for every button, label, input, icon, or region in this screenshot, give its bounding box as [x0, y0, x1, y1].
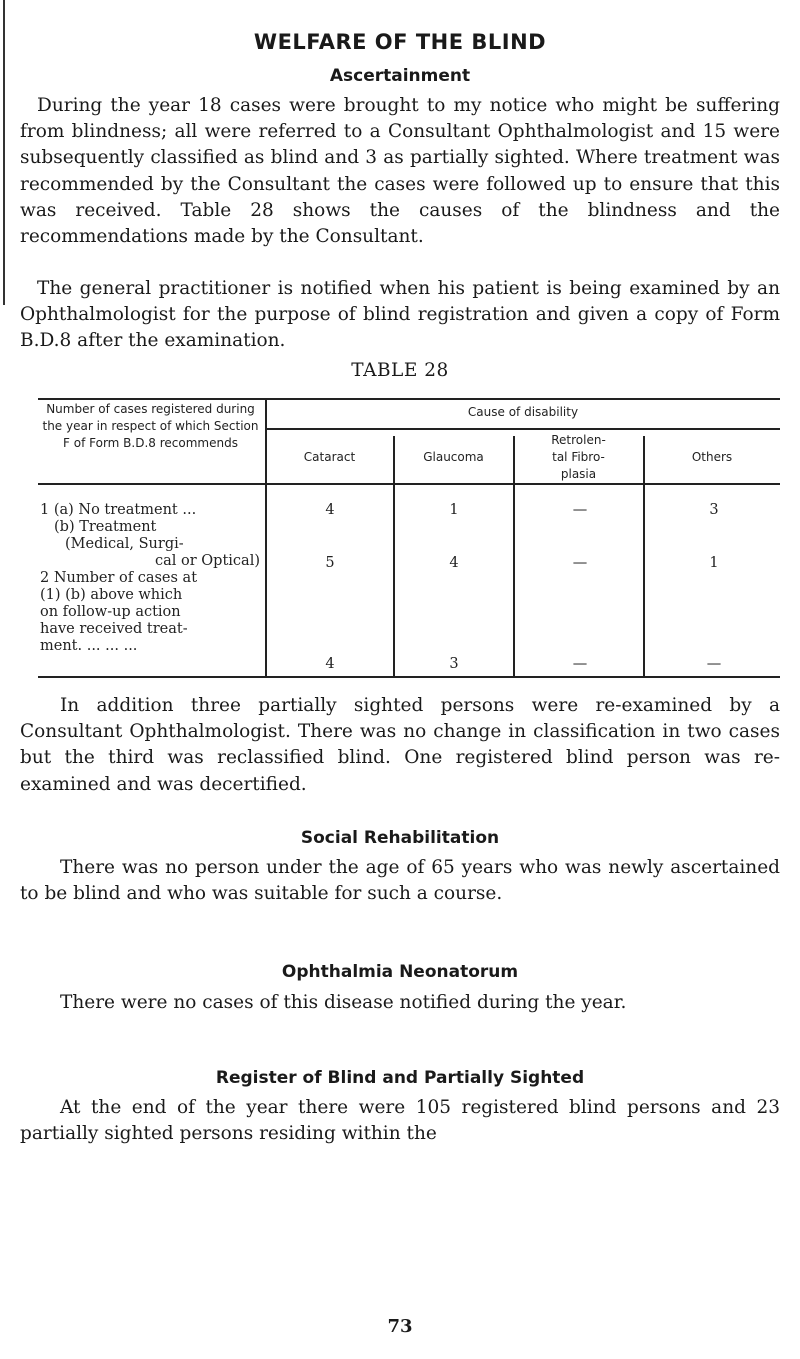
- heading-ascertainment: Ascertainment: [329, 66, 471, 86]
- ascertainment-paragraph-2: The general practitioner is notified when his patient is being examined by an Ophthalmologist for the purpose of blind registration and given a copy of Form B.D.8 after the examination.: [20, 278, 780, 352]
- register-paragraph: At the end of the year there were 105 registered blind persons and 23 partially sighted persons residing within the: [20, 1097, 780, 1145]
- row-label-2-line3: on follow-up action: [40, 604, 181, 620]
- col-header-others: Others: [691, 450, 733, 464]
- table-group-rule: [265, 428, 780, 430]
- cell-2-others: —: [706, 656, 722, 672]
- table-bottom-rule: [38, 676, 780, 678]
- row-label-2-line4: have received treat-: [40, 621, 188, 637]
- col-header-retrolental: Retrolen- tal Fibro- plasia: [551, 433, 606, 481]
- table-col-divider-1: [265, 398, 267, 677]
- row-label-2-line5: ment. ... ... ...: [40, 638, 138, 654]
- row-label-1b-line2: (Medical, Surgi-: [65, 536, 184, 552]
- cell-2-glaucoma: 3: [449, 656, 459, 672]
- table-top-rule: [38, 398, 780, 400]
- cell-2-retrolental: —: [572, 656, 588, 672]
- social-rehabilitation-paragraph: There was no person under the age of 65 years who was newly ascertained to be blind and who was suitable for such a course.: [20, 857, 780, 905]
- row-label-2-line1: 2 Number of cases at: [40, 570, 198, 586]
- col-header-glaucoma: Glaucoma: [423, 450, 484, 464]
- cell-2-cataract: 4: [325, 656, 335, 672]
- table-row-header: Number of cases registered during the year in respect of which Section F of Form B.D.8 recommends: [42, 402, 259, 450]
- page-number: 73: [387, 1316, 413, 1337]
- cell-1b-glaucoma: 4: [449, 555, 459, 571]
- ascertainment-paragraph-1: During the year 18 cases were brought to my notice who might be suffering from blindness; all were referred to a Consultant Ophthalmologist and 15 were subsequently classified as blind and 3 as partially sighted. Where treatment was recommended by the Consultant the cases were followed up to ensure that this was received. Table 28 shows the causes of the blindness and the recommendations made by the Consultant.: [20, 95, 780, 248]
- heading-register: Register of Blind and Partially Sighted: [215, 1068, 585, 1088]
- cell-1a-retrolental: —: [572, 502, 588, 518]
- table-col-divider-2: [393, 436, 395, 677]
- page-title: WELFARE OF THE BLIND: [253, 30, 547, 54]
- cell-1b-others: 1: [709, 555, 719, 571]
- reexamination-paragraph: In addition three partially sighted persons were re-examined by a Consultant Ophthalmologist. There was no change in classification in two cases but the third was reclassified blind. One registered blind person was re-examined and was decertified.: [20, 695, 780, 795]
- ophthalmia-paragraph: There were no cases of this disease notified during the year.: [60, 992, 627, 1013]
- cell-1b-retrolental: —: [572, 555, 588, 571]
- table-28: [38, 398, 780, 678]
- col-header-cataract: Cataract: [303, 450, 356, 464]
- heading-social-rehabilitation: Social Rehabilitation: [300, 828, 500, 848]
- table-col-divider-4: [643, 436, 645, 677]
- row-label-1b-line3: cal or Optical): [155, 553, 260, 569]
- row-label-1a: 1 (a) No treatment ...: [40, 502, 197, 518]
- table-header-rule: [38, 483, 780, 485]
- cell-1a-others: 3: [709, 502, 719, 518]
- cell-1a-glaucoma: 1: [449, 502, 459, 518]
- heading-ophthalmia-neonatorum: Ophthalmia Neonatorum: [281, 962, 519, 982]
- row-label-1b-line1: (b) Treatment: [54, 519, 157, 535]
- table-group-header: Cause of disability: [467, 405, 579, 419]
- cell-1a-cataract: 4: [325, 502, 335, 518]
- table-title: TABLE 28: [351, 360, 449, 381]
- cell-1b-cataract: 5: [325, 555, 335, 571]
- row-label-2-line2: (1) (b) above which: [40, 587, 183, 603]
